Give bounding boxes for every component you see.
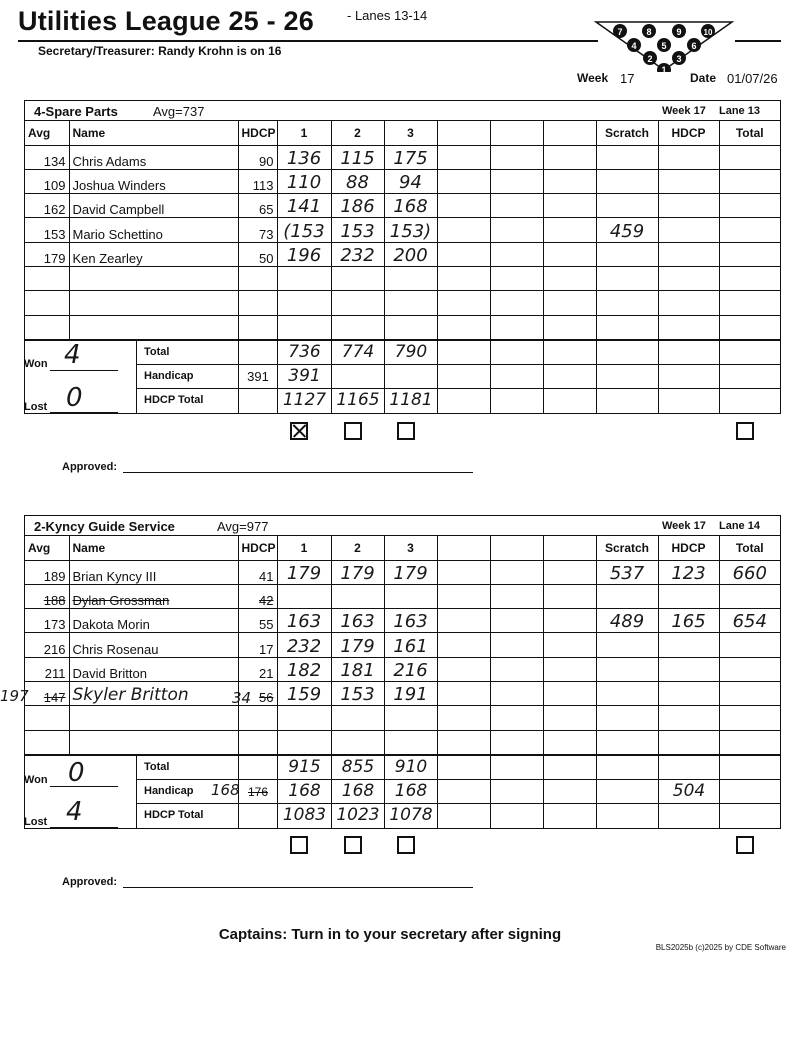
hdcp-total-game-3: 1078 bbox=[389, 805, 433, 826]
approved-signature-line[interactable] bbox=[123, 472, 473, 473]
bowler-name: David Campbell bbox=[69, 194, 238, 218]
bowler-avg: 211 bbox=[25, 657, 69, 681]
team-card-kyncy-guide-service bbox=[24, 515, 781, 829]
col-game-1: 1 bbox=[277, 121, 331, 145]
svg-text:6: 6 bbox=[691, 41, 697, 51]
col-game-2: 2 bbox=[331, 121, 384, 145]
hdcp-total-game-2: 1023 bbox=[336, 805, 380, 826]
approved-label: Approved: bbox=[62, 461, 117, 473]
svg-text:7: 7 bbox=[617, 27, 623, 37]
col-blank bbox=[437, 121, 490, 145]
team-handicap: 176 bbox=[247, 785, 269, 800]
bowler-name: Chris Rosenau bbox=[69, 633, 238, 657]
table-row bbox=[25, 681, 780, 705]
game-1-score: 163 bbox=[286, 611, 322, 633]
total-row bbox=[137, 341, 780, 365]
game-2-score: 153 bbox=[340, 220, 375, 242]
game-3-score: 175 bbox=[393, 147, 428, 169]
svg-text:10: 10 bbox=[703, 28, 713, 37]
team-lane: Lane 13 bbox=[719, 105, 760, 117]
won-label: Won bbox=[24, 774, 48, 786]
bowler-hdcp: 42 bbox=[238, 584, 277, 608]
bowler-hdcp: 21 bbox=[238, 657, 277, 681]
margin-average-note: 197 bbox=[0, 687, 29, 705]
lost-label: Lost bbox=[24, 401, 48, 413]
team-totals bbox=[25, 340, 780, 413]
hdcp-total-row bbox=[137, 804, 780, 828]
game-2-score: 232 bbox=[340, 244, 375, 266]
game-3-score: 94 bbox=[399, 172, 422, 194]
scratch-series: 489 bbox=[609, 611, 645, 633]
title-rule bbox=[18, 40, 598, 42]
total-game-2: 774 bbox=[341, 341, 375, 362]
table-row bbox=[25, 633, 780, 657]
team-header bbox=[25, 516, 780, 536]
pin-4-icon bbox=[627, 38, 641, 52]
game-1-score: 136 bbox=[286, 147, 322, 169]
game-2-score: 115 bbox=[340, 147, 375, 169]
game-2-checkbox[interactable] bbox=[344, 422, 362, 440]
total-row bbox=[137, 756, 780, 780]
bowler-hdcp: 55 bbox=[238, 609, 277, 633]
lost-value: 4 bbox=[66, 797, 83, 827]
hdcp-total-game-2: 1165 bbox=[336, 390, 380, 411]
col-total: Total bbox=[719, 121, 780, 145]
game-2-score: 153 bbox=[340, 684, 375, 706]
game-3-score: 216 bbox=[393, 659, 428, 681]
col-game-3: 3 bbox=[384, 121, 437, 145]
series-total: 660 bbox=[732, 562, 767, 584]
game-3-checkbox[interactable] bbox=[397, 422, 415, 440]
team-name: 4-Spare Parts bbox=[34, 104, 118, 119]
game-1-score: 182 bbox=[286, 659, 322, 681]
week-value: 17 bbox=[620, 71, 635, 86]
game-2-score: 181 bbox=[340, 659, 375, 681]
svg-text:1: 1 bbox=[661, 65, 667, 72]
scratch-series: 459 bbox=[609, 220, 645, 242]
team-handicap: 391 bbox=[247, 369, 269, 385]
total-checkbox[interactable] bbox=[736, 422, 754, 440]
bowler-table bbox=[25, 121, 780, 340]
game-3-score: 153) bbox=[389, 220, 432, 242]
hdcp-total-game-1: 1127 bbox=[282, 390, 327, 411]
bowler-avg: 189 bbox=[25, 560, 69, 584]
bowler-name: David Britton bbox=[69, 657, 238, 681]
pin-3-icon bbox=[672, 51, 686, 65]
hdcp-total-label: HDCP Total bbox=[144, 809, 204, 822]
game-2-score: 186 bbox=[340, 196, 375, 218]
col-blank bbox=[543, 121, 596, 145]
won-line bbox=[50, 370, 118, 371]
league-title: Utilities League 25 - 26 bbox=[18, 6, 314, 36]
team-week: Week 17 bbox=[662, 105, 706, 117]
table-row-empty bbox=[25, 706, 780, 730]
svg-text:5: 5 bbox=[661, 41, 667, 51]
handicap-row bbox=[137, 365, 780, 389]
pin-triangle-icon bbox=[594, 20, 734, 72]
handicap-game-1: 391 bbox=[288, 366, 321, 387]
game-3-checkbox[interactable] bbox=[397, 836, 415, 854]
pin-10-icon bbox=[701, 24, 715, 38]
team-card-spare-parts bbox=[24, 100, 781, 414]
bowler-name: Brian Kyncy III bbox=[69, 560, 238, 584]
col-scratch: Scratch bbox=[596, 121, 658, 145]
captains-text: Captains: Turn in to your secretary after signing bbox=[218, 926, 562, 943]
game-3-score: 163 bbox=[393, 611, 428, 633]
lost-line bbox=[50, 827, 118, 828]
bowler-name: Dakota Morin bbox=[69, 609, 238, 633]
col-game-3: 3 bbox=[384, 536, 437, 560]
game-1-score: 196 bbox=[286, 244, 322, 266]
pin-1-icon bbox=[657, 63, 671, 72]
series-total: 654 bbox=[732, 611, 767, 633]
svg-text:8: 8 bbox=[646, 27, 652, 37]
col-blank bbox=[490, 121, 543, 145]
col-hdcp: HDCP bbox=[238, 536, 277, 560]
bowler-name-handwritten: Skyler Britton bbox=[72, 685, 189, 706]
col-avg: Avg bbox=[25, 121, 69, 145]
table-row bbox=[25, 218, 780, 242]
table-row bbox=[25, 194, 780, 218]
handicap-label: Handicap bbox=[144, 785, 194, 798]
approved-label: Approved: bbox=[62, 876, 117, 888]
table-row-empty bbox=[25, 266, 780, 290]
bowler-hdcp: 73 bbox=[238, 218, 277, 242]
handicap-label: Handicap bbox=[144, 370, 194, 383]
total-checkbox[interactable] bbox=[736, 836, 754, 854]
game-2-score: 179 bbox=[340, 635, 375, 657]
bowler-avg: 216 bbox=[25, 633, 69, 657]
table-row bbox=[25, 657, 780, 681]
game-2-score: 179 bbox=[340, 562, 375, 584]
team-totals bbox=[25, 755, 780, 828]
hdcp-total-game-3: 1181 bbox=[389, 390, 433, 411]
table-row-empty bbox=[25, 315, 780, 339]
series-handicap-total: 504 bbox=[672, 781, 706, 802]
col-name: Name bbox=[69, 121, 238, 145]
bowler-avg: 173 bbox=[25, 609, 69, 633]
col-game-1: 1 bbox=[277, 536, 331, 560]
hdcp-total-label: HDCP Total bbox=[144, 394, 204, 407]
handicap-game-3: 168 bbox=[394, 781, 428, 802]
bowler-avg: 162 bbox=[25, 194, 69, 218]
col-name: Name bbox=[69, 536, 238, 560]
game-1-score: (153 bbox=[283, 220, 325, 242]
handicap-game-1: 168 bbox=[288, 781, 321, 802]
software-credit: BLS2025b (c)2025 by CDE Software bbox=[655, 943, 786, 952]
bowler-hdcp: 113 bbox=[238, 169, 277, 193]
team-lane: Lane 14 bbox=[719, 520, 760, 532]
bowler-avg: 179 bbox=[25, 242, 69, 266]
handicap-game-2: 168 bbox=[341, 781, 375, 802]
lanes-label: - Lanes 13-14 bbox=[347, 8, 428, 23]
table-row-empty bbox=[25, 730, 780, 754]
col-scratch: Scratch bbox=[596, 536, 658, 560]
game-3-score: 200 bbox=[393, 244, 428, 266]
pin-8-icon bbox=[642, 24, 656, 38]
team-average: Avg=977 bbox=[217, 519, 269, 534]
table-row bbox=[25, 609, 780, 633]
total-game-1: 736 bbox=[288, 341, 321, 362]
won-label: Won bbox=[24, 358, 48, 370]
won-value: 0 bbox=[68, 758, 85, 788]
week-label: Week bbox=[577, 71, 609, 85]
bowler-name: Ken Zearley bbox=[69, 242, 238, 266]
title-rule-right bbox=[735, 40, 781, 42]
svg-text:4: 4 bbox=[631, 41, 637, 51]
bowler-name: Joshua Winders bbox=[69, 169, 238, 193]
bowler-name: Mario Schettino bbox=[69, 218, 238, 242]
bowler-avg: 153 bbox=[25, 218, 69, 242]
table-row bbox=[25, 560, 780, 584]
game-2-score: 88 bbox=[346, 172, 369, 194]
lost-line bbox=[50, 412, 118, 413]
game-3-score: 161 bbox=[393, 635, 428, 657]
secretary-note: Secretary/Treasurer: Randy Krohn is on 16 bbox=[38, 44, 282, 58]
game-1-score: 141 bbox=[286, 196, 322, 218]
series-handicap: 123 bbox=[671, 562, 706, 584]
table-row-empty bbox=[25, 291, 780, 315]
svg-text:3: 3 bbox=[676, 54, 682, 64]
col-hdcp: HDCP bbox=[238, 121, 277, 145]
total-label: Total bbox=[144, 760, 170, 773]
game-1-score: 179 bbox=[286, 562, 322, 584]
handicap-row bbox=[137, 780, 780, 804]
bowler-avg: 134 bbox=[25, 145, 69, 169]
bowler-avg: 109 bbox=[25, 169, 69, 193]
game-3-score: 191 bbox=[393, 684, 428, 706]
bowler-avg: 147 bbox=[25, 681, 69, 705]
bowler-hdcp: 90 bbox=[238, 145, 277, 169]
won-value: 4 bbox=[64, 340, 81, 370]
pin-6-icon bbox=[687, 38, 701, 52]
game-1-score: 232 bbox=[286, 635, 322, 657]
series-handicap: 165 bbox=[671, 611, 706, 633]
lost-label: Lost bbox=[24, 816, 48, 828]
game-1-checkbox[interactable] bbox=[290, 836, 308, 854]
col-blank bbox=[437, 536, 490, 560]
table-row bbox=[25, 169, 780, 193]
bowler-hdcp: 50 bbox=[238, 242, 277, 266]
total-game-2: 855 bbox=[341, 756, 375, 777]
scratch-series: 537 bbox=[609, 562, 645, 584]
col-blank bbox=[490, 536, 543, 560]
date-label: Date bbox=[690, 71, 717, 85]
handicap-note: 168 bbox=[211, 781, 240, 800]
bowler-avg: 188 bbox=[25, 584, 69, 608]
col-avg: Avg bbox=[25, 536, 69, 560]
col-blank bbox=[543, 536, 596, 560]
game-3-score: 168 bbox=[393, 196, 428, 218]
game-3-score: 179 bbox=[393, 562, 428, 584]
bowler-hdcp: 17 bbox=[238, 633, 277, 657]
captains-instruction bbox=[0, 926, 800, 943]
hdcp-total-game-1: 1083 bbox=[282, 805, 327, 826]
pin-5-icon bbox=[657, 38, 671, 52]
bowler-hdcp: 56 bbox=[238, 681, 277, 705]
pin-9-icon bbox=[672, 24, 686, 38]
col-total: Total bbox=[719, 536, 780, 560]
total-game-3: 910 bbox=[394, 756, 428, 777]
bowler-name: Chris Adams bbox=[69, 145, 238, 169]
margin-hdcp-note: 34 bbox=[232, 689, 252, 707]
bowler-hdcp: 41 bbox=[238, 560, 277, 584]
game-1-score: 110 bbox=[286, 172, 322, 194]
team-week: Week 17 bbox=[662, 520, 706, 532]
total-game-3: 790 bbox=[394, 341, 428, 362]
team-header bbox=[25, 101, 780, 121]
bowler-hdcp: 65 bbox=[238, 194, 277, 218]
total-game-1: 915 bbox=[288, 756, 321, 777]
col-series-hdcp: HDCP bbox=[658, 121, 719, 145]
table-row-struck bbox=[25, 584, 780, 608]
pin-7-icon bbox=[613, 24, 627, 38]
table-row bbox=[25, 242, 780, 266]
date-value: 01/07/26 bbox=[727, 71, 778, 86]
column-header-row bbox=[25, 536, 780, 560]
team-average: Avg=737 bbox=[153, 104, 205, 119]
approved-signature-line[interactable] bbox=[123, 887, 473, 888]
table-row bbox=[25, 145, 780, 169]
game-1-score: 159 bbox=[286, 684, 322, 706]
bowler-table bbox=[25, 536, 780, 755]
game-1-checkbox[interactable] bbox=[290, 422, 308, 440]
lost-value: 0 bbox=[66, 383, 83, 413]
pin-2-icon bbox=[643, 51, 657, 65]
svg-text:2: 2 bbox=[647, 54, 653, 64]
game-2-score: 163 bbox=[340, 611, 375, 633]
svg-text:9: 9 bbox=[676, 27, 682, 37]
column-header-row bbox=[25, 121, 780, 145]
col-game-2: 2 bbox=[331, 536, 384, 560]
bowler-name: Dylan Grossman bbox=[69, 584, 238, 608]
hdcp-total-row bbox=[137, 389, 780, 413]
total-label: Total bbox=[144, 345, 170, 358]
game-2-checkbox[interactable] bbox=[344, 836, 362, 854]
team-name: 2-Kyncy Guide Service bbox=[34, 519, 175, 534]
col-series-hdcp: HDCP bbox=[658, 536, 719, 560]
